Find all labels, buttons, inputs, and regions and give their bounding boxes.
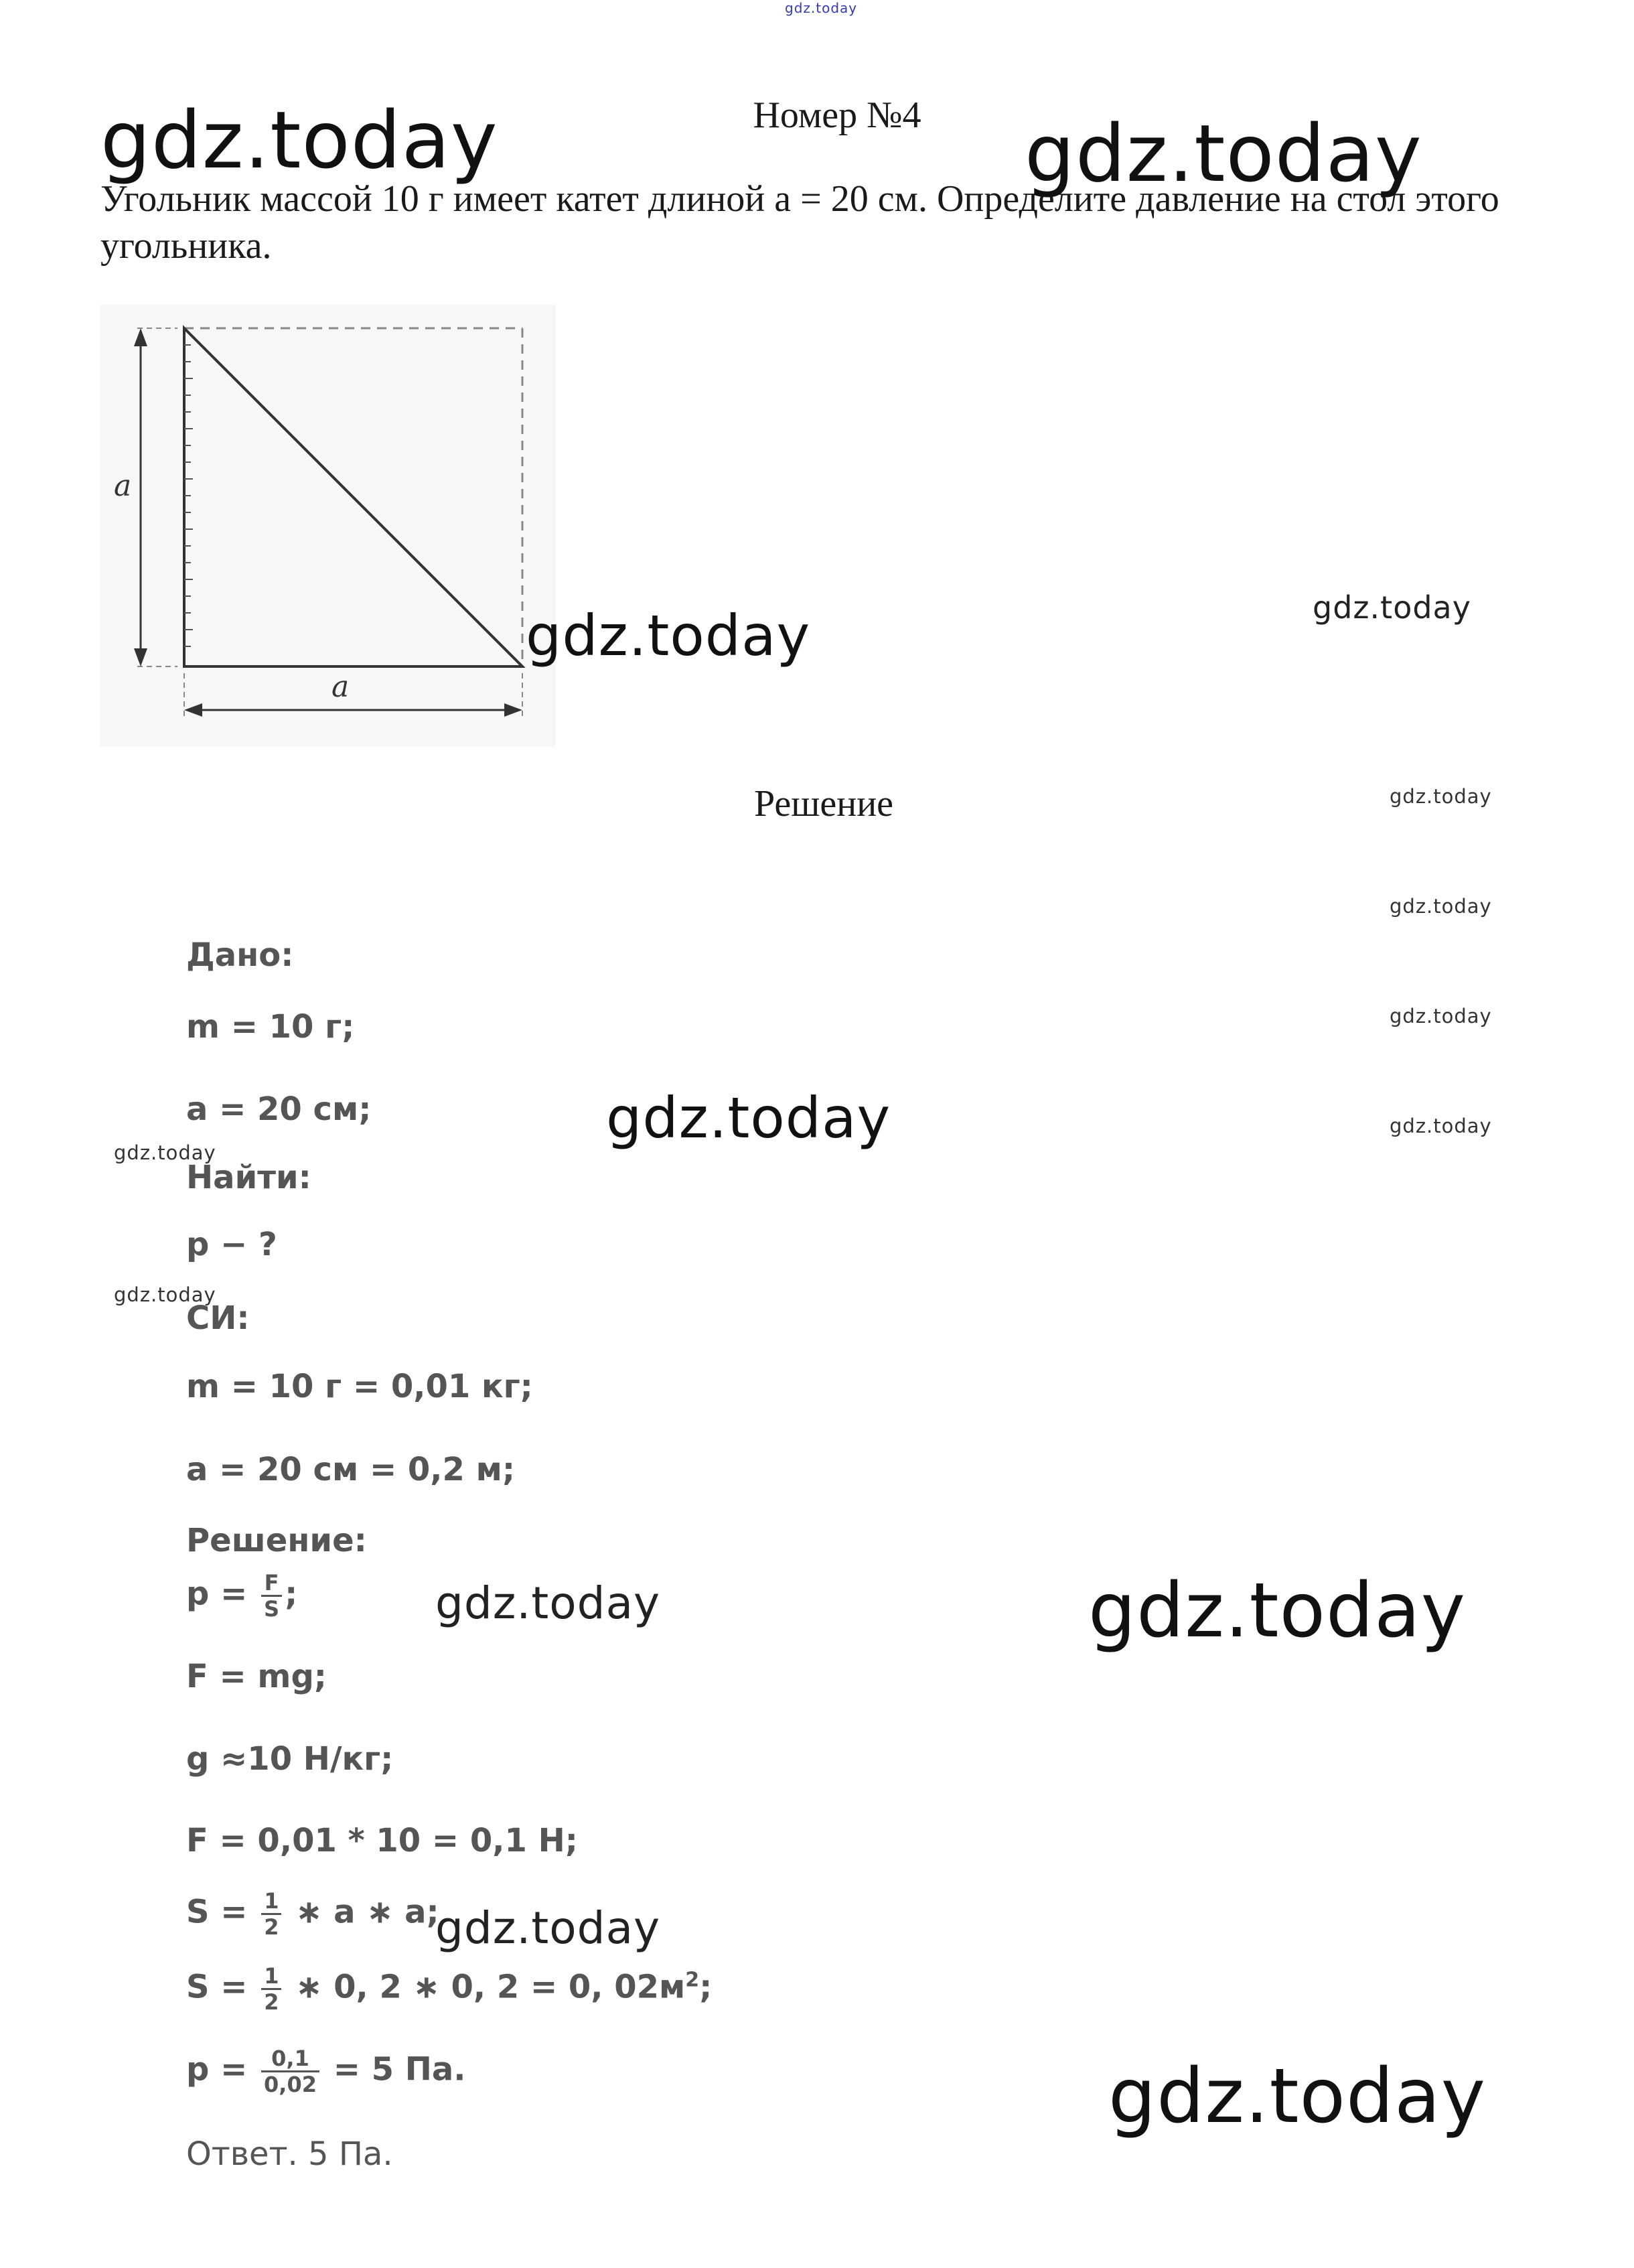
watermark-15: gdz.today: [1108, 2053, 1487, 2140]
label-side-left: a: [114, 469, 132, 503]
task-text: Угольник массой 10 г имеет катет длиной а = 20 см. Определите давление на стол этого угольника.: [100, 178, 1499, 267]
si-label: СИ:: [186, 1299, 250, 1337]
watermark-1: gdz.today: [100, 94, 498, 186]
watermark-14: gdz.today: [435, 1902, 661, 1954]
equation-force: F = mg;: [186, 1658, 327, 1695]
eq5-den: 2: [264, 1914, 279, 1940]
watermark-12: gdz.today: [435, 1577, 661, 1629]
solution-heading: Решение: [753, 783, 894, 825]
answer: Ответ. 5 Па.: [186, 2135, 393, 2173]
eq5-left: S =: [186, 1893, 248, 1931]
triangle-diagram: [100, 305, 556, 747]
watermark-10: gdz.today: [114, 1283, 216, 1306]
find-label: Найти:: [186, 1159, 311, 1196]
eq5-fraction: [261, 1889, 281, 1939]
eq7-num: 0,1: [261, 2046, 319, 2072]
eq1-num: F: [261, 1571, 282, 1597]
watermark-11: gdz.today: [606, 1085, 891, 1151]
eq5-num: 1: [261, 1889, 281, 1915]
eq7-fraction: [261, 2046, 319, 2097]
equation-pressure: [186, 1571, 297, 1621]
watermark-5: gdz.today: [1390, 785, 1492, 808]
equation-force-value: F = 0,01 * 10 = 0,1 Н;: [186, 1822, 578, 1859]
eq6-left: S =: [186, 1968, 248, 2006]
given-m: m = 10 г;: [186, 1008, 355, 1046]
eq1-fraction: [261, 1571, 282, 1621]
eq1-den: S: [264, 1596, 280, 1622]
watermark-9: gdz.today: [114, 1141, 216, 1164]
page-title: Номер №4: [753, 94, 921, 136]
si-a: а = 20 см = 0,2 м;: [186, 1451, 516, 1488]
eq7-right: = 5 Па.: [333, 2050, 466, 2088]
watermark-4: gdz.today: [1313, 589, 1471, 626]
given-label: Дано:: [186, 936, 294, 974]
watermark-top: gdz.today: [785, 0, 858, 16]
label-side-bottom: a: [331, 670, 350, 704]
equation-area-value: [186, 1964, 712, 2014]
eq5-right: ∗ a ∗ a;: [295, 1893, 439, 1931]
eq7-den: 0,02: [264, 2072, 317, 2097]
watermark-8: gdz.today: [1390, 1115, 1492, 1137]
equation-g: g ≈10 Н/кг;: [186, 1740, 394, 1778]
watermark-3: gdz.today: [526, 603, 811, 668]
eq6-den: 2: [264, 1989, 279, 2015]
si-m: m = 10 г = 0,01 кг;: [186, 1368, 533, 1405]
watermark-2: gdz.today: [1025, 107, 1422, 200]
eq6-num: 1: [261, 1964, 281, 1990]
eq6-right: ∗ 0, 2 ∗ 0, 2 = 0, 02м: [295, 1968, 686, 2006]
equation-area: [186, 1889, 439, 1939]
equation-result: [186, 2046, 466, 2097]
eq6-fraction: [261, 1964, 281, 2014]
eq6-end: ;: [699, 1968, 713, 2006]
watermark-13: gdz.today: [1088, 1567, 1467, 1654]
watermark-6: gdz.today: [1390, 895, 1492, 918]
eq6-sup: 2: [685, 1968, 700, 1992]
solution-label: Решение:: [186, 1522, 367, 1559]
eq1-right: ;: [285, 1575, 298, 1613]
eq7-left: p =: [186, 2050, 248, 2088]
triangle-figure: [100, 305, 556, 747]
find-p: p − ?: [186, 1226, 277, 1263]
eq1-left: p =: [186, 1575, 248, 1613]
given-a: а = 20 см;: [186, 1090, 372, 1128]
watermark-7: gdz.today: [1390, 1005, 1492, 1027]
